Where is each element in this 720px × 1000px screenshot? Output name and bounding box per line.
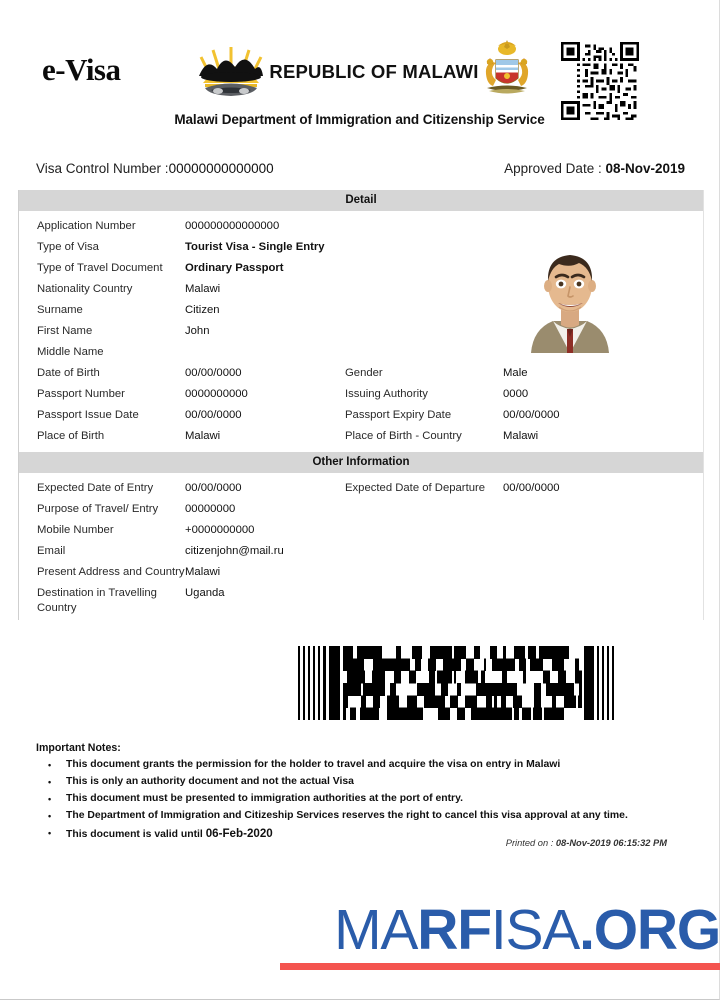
- detail-row: [19, 563, 703, 584]
- field-value: 00/00/0000: [503, 409, 560, 422]
- field-value: 00/00/0000: [185, 367, 242, 380]
- field-label: Date of Birth: [37, 367, 100, 380]
- control-number-row: [0, 155, 719, 181]
- bullet-icon: •: [48, 828, 52, 839]
- detail-row: [19, 406, 703, 427]
- detail-section-header: Detail: [19, 190, 703, 211]
- printed-on-footer: [506, 838, 667, 848]
- field-value: [185, 343, 703, 345]
- field-value: Citizen: [185, 304, 220, 317]
- detail-row: [19, 364, 703, 385]
- other-information-section-header: Other Information: [19, 452, 703, 473]
- field-label: First Name: [37, 325, 93, 338]
- field-label: Expected Date of Departure: [345, 482, 486, 495]
- department-line: Malawi Department of Immigration and Citizenship Service: [174, 112, 545, 127]
- field-value: Malawi: [503, 430, 539, 443]
- malawi-sun-emblem: [195, 43, 267, 101]
- field-label: Issuing Authority: [345, 388, 428, 401]
- bullet-icon: •: [48, 777, 52, 788]
- field-value: Malawi: [185, 430, 221, 443]
- bullet-icon: •: [48, 760, 52, 770]
- watermark-part-3: ISA: [490, 898, 580, 962]
- marfisa-watermark: [120, 898, 720, 970]
- detail-row: [19, 500, 703, 521]
- note-validity-date: 06-Feb-2020: [205, 827, 273, 841]
- evisa-title: e-Visa: [42, 52, 121, 87]
- visa-control-number-value: 00000000000000: [168, 160, 274, 176]
- field-label: Present Address and Country: [37, 566, 185, 579]
- field-value: 00000000: [185, 503, 236, 516]
- field-value: Male: [503, 367, 528, 380]
- field-label: Type of Travel Document: [37, 262, 163, 275]
- republic-heading-block: [200, 38, 530, 106]
- field-label: Application Number: [37, 220, 136, 233]
- other-information-rows: [19, 473, 703, 620]
- field-value: citizenjohn@mail.ru: [185, 545, 284, 558]
- field-label: Purpose of Travel/ Entry: [37, 503, 159, 516]
- field-label: Middle Name: [37, 346, 104, 359]
- applicant-photo: [523, 237, 617, 353]
- important-notes-title: Important Notes:: [36, 742, 121, 754]
- approved-date: [504, 161, 685, 176]
- field-label: Passport Issue Date: [37, 409, 139, 422]
- field-value: John: [185, 325, 210, 338]
- malawi-coat-of-arms: [479, 36, 535, 108]
- field-value: Malawi: [185, 566, 221, 579]
- note-text: This is only an authority document and not the actual Visa: [66, 776, 354, 788]
- watermark-part-2: RF: [417, 898, 491, 962]
- field-value: 00/00/0000: [185, 409, 242, 422]
- field-label: Passport Expiry Date: [345, 409, 452, 422]
- detail-row: [19, 542, 703, 563]
- detail-row: [19, 217, 703, 238]
- bullet-icon: •: [48, 794, 52, 805]
- important-notes-list: [36, 757, 676, 844]
- field-value: Ordinary Passport: [185, 262, 284, 275]
- watermark-underline: [280, 963, 720, 970]
- detail-row: [19, 479, 703, 500]
- field-label: Mobile Number: [37, 524, 114, 537]
- bullet-icon: •: [48, 811, 52, 822]
- field-label: Passport Number: [37, 388, 125, 401]
- note-item: [36, 774, 676, 791]
- note-text: This document must be presented to immigration authorities at the port of entry.: [66, 793, 463, 805]
- field-value: 00/00/0000: [185, 482, 242, 495]
- marfisa-watermark-text: [120, 898, 720, 962]
- note-text: The Department of Immigration and Citizeship Services reserves the right to cancel this visa approval at any time.: [66, 810, 628, 822]
- note-item: [36, 791, 676, 808]
- field-label: Nationality Country: [37, 283, 133, 296]
- watermark-part-1: MA: [334, 898, 418, 962]
- document-header: [0, 0, 719, 127]
- field-value: Malawi: [185, 283, 221, 296]
- qr-code: [561, 42, 639, 120]
- pdf417-barcode: [296, 646, 616, 720]
- field-label: Gender: [345, 367, 383, 380]
- field-label: Place of Birth: [37, 430, 105, 443]
- visa-control-number: [36, 161, 274, 176]
- field-value: 0000000000: [185, 388, 248, 401]
- note-text: This document grants the permission for the holder to travel and acquire the visa on entry in Malawi: [66, 759, 561, 770]
- field-value: 00/00/0000: [503, 482, 560, 495]
- field-value: +0000000000: [185, 524, 255, 537]
- field-value: Tourist Visa - Single Entry: [185, 241, 325, 254]
- approved-date-label: Approved Date :: [504, 160, 606, 176]
- detail-row: [19, 385, 703, 406]
- note-item: [36, 757, 676, 774]
- note-item: [36, 808, 676, 825]
- detail-row: [19, 427, 703, 448]
- approved-date-value: 08-Nov-2019: [605, 160, 685, 176]
- field-label: Place of Birth - Country: [345, 430, 462, 443]
- field-label: Surname: [37, 304, 83, 317]
- detail-row: [19, 521, 703, 542]
- field-label: Email: [37, 545, 66, 558]
- visa-detail-table: [18, 190, 704, 620]
- field-label: Type of Visa: [37, 241, 99, 254]
- republic-title: REPUBLIC OF MALAWI: [269, 61, 479, 82]
- detail-row: [19, 584, 703, 616]
- field-value: 000000000000000: [185, 220, 280, 233]
- field-value: 0000: [503, 388, 529, 401]
- field-label: Expected Date of Entry: [37, 482, 154, 495]
- printed-on-value: 08-Nov-2019 06:15:32 PM: [555, 838, 667, 848]
- printed-on-label: Printed on :: [505, 838, 556, 848]
- detail-rows: [19, 211, 703, 452]
- field-value: Uganda: [185, 587, 225, 600]
- watermark-part-4: .ORG: [579, 898, 720, 962]
- visa-control-number-label: Visa Control Number :: [36, 160, 169, 176]
- note-text: This document is valid until 06-Feb-2020: [66, 827, 273, 841]
- important-notes: [36, 742, 676, 844]
- field-label: Destination in Travelling Country: [37, 587, 157, 615]
